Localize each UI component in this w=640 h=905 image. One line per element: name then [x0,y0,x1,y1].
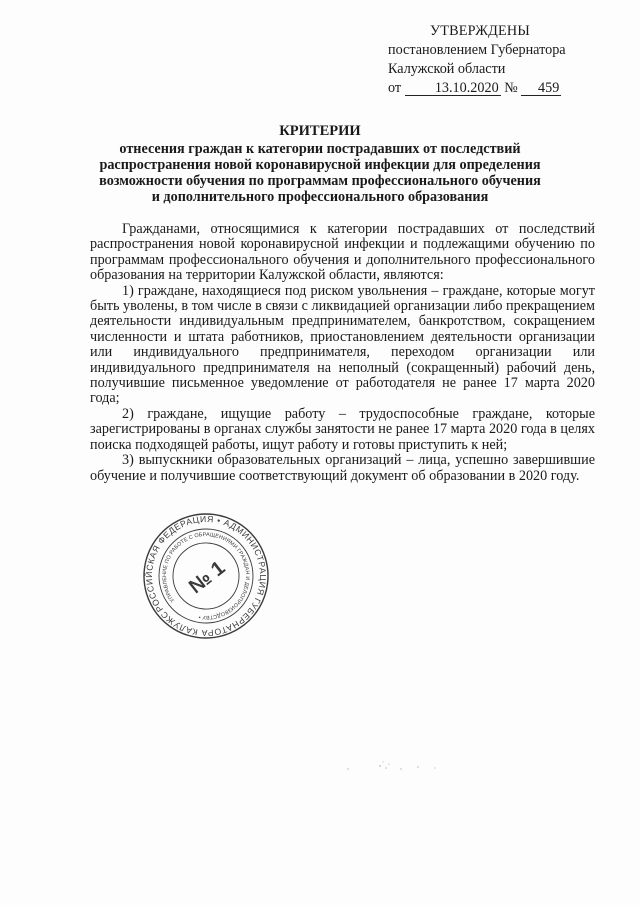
approval-number-sign: № [504,80,518,96]
seal-number: № 1 [185,556,230,599]
title-line-3: возможности обучения по программам профессионального обучения [99,173,541,189]
criterion-1-paragraph: 1) граждане, находящиеся под риском увольнения – граждане, которые могут быть уволены, в том числе в связи с ликвидацией организации либо прекращением деятельности индивидуальным предпринимателем, банкротством, сокращением численности и штата работников, приостановлением деятельности организации или индивидуального предпринимателя, переходом организации или индивидуального предпринимателя на неполный (сокращенный) рабочий день, получившие письменное уведомление от работодателя не ранее 17 марта 2020 года; [90,282,595,407]
approval-from-prefix: от [388,80,402,96]
title-line-2: распространения новой коронавирусной инфекции для определения [99,157,541,173]
document-body [90,222,595,484]
approval-date-line [388,79,628,98]
approval-number: 459 [521,81,561,96]
approved-heading: УТВЕРЖДЕНЫ [430,23,530,39]
approval-date: 13.10.2020 [405,81,501,96]
intro-paragraph: Гражданами, относящимися к категории пострадавших от последствий распространения новой коронавирусной инфекции и подлежащими обучению по программам профессионального обучения и дополнительного профессионального образования на территории Калужской области, являются: [90,221,595,284]
approval-line-1: постановлением Губернатора [388,42,566,58]
approval-line-2: Калужской области [388,61,506,77]
criterion-2-paragraph: 2) граждане, ищущие работу – трудоспособные граждане, которые зарегистрированы в органах службы занятости не ранее 17 марта 2020 года в целях поиска подходящей работы, ищут работу и готовы приступить к ней; [90,405,595,453]
criterion-3-paragraph: 3) выпускники образовательных организаций – лица, успешно завершившие обучение и получившие соответствующий документ об образовании в 2020 году. [90,452,595,484]
official-seal-stamp [142,512,270,640]
approval-block [388,22,628,98]
seal-outer-text: РОССИЙСКАЯ ФЕДЕРАЦИЯ • АДМИНИСТРАЦИЯ ГУБЕРНАТОРА КАЛУЖСКОЙ [143,513,269,639]
title-line-1: отнесения граждан к категории пострадавших от последствий [119,141,521,157]
title-main: КРИТЕРИИ [279,123,361,139]
title-line-4: и дополнительного профессионального образования [151,189,489,205]
document-title [60,123,580,205]
scan-artifact-dots [340,757,450,771]
seal-inner-text: УПРАВЛЕНИЕ ПО РАБОТЕ С ОБРАЩЕНИЯМИ ГРАЖДАН И ДЕЛОПРОИЗВОДСТВУ • [161,531,251,621]
